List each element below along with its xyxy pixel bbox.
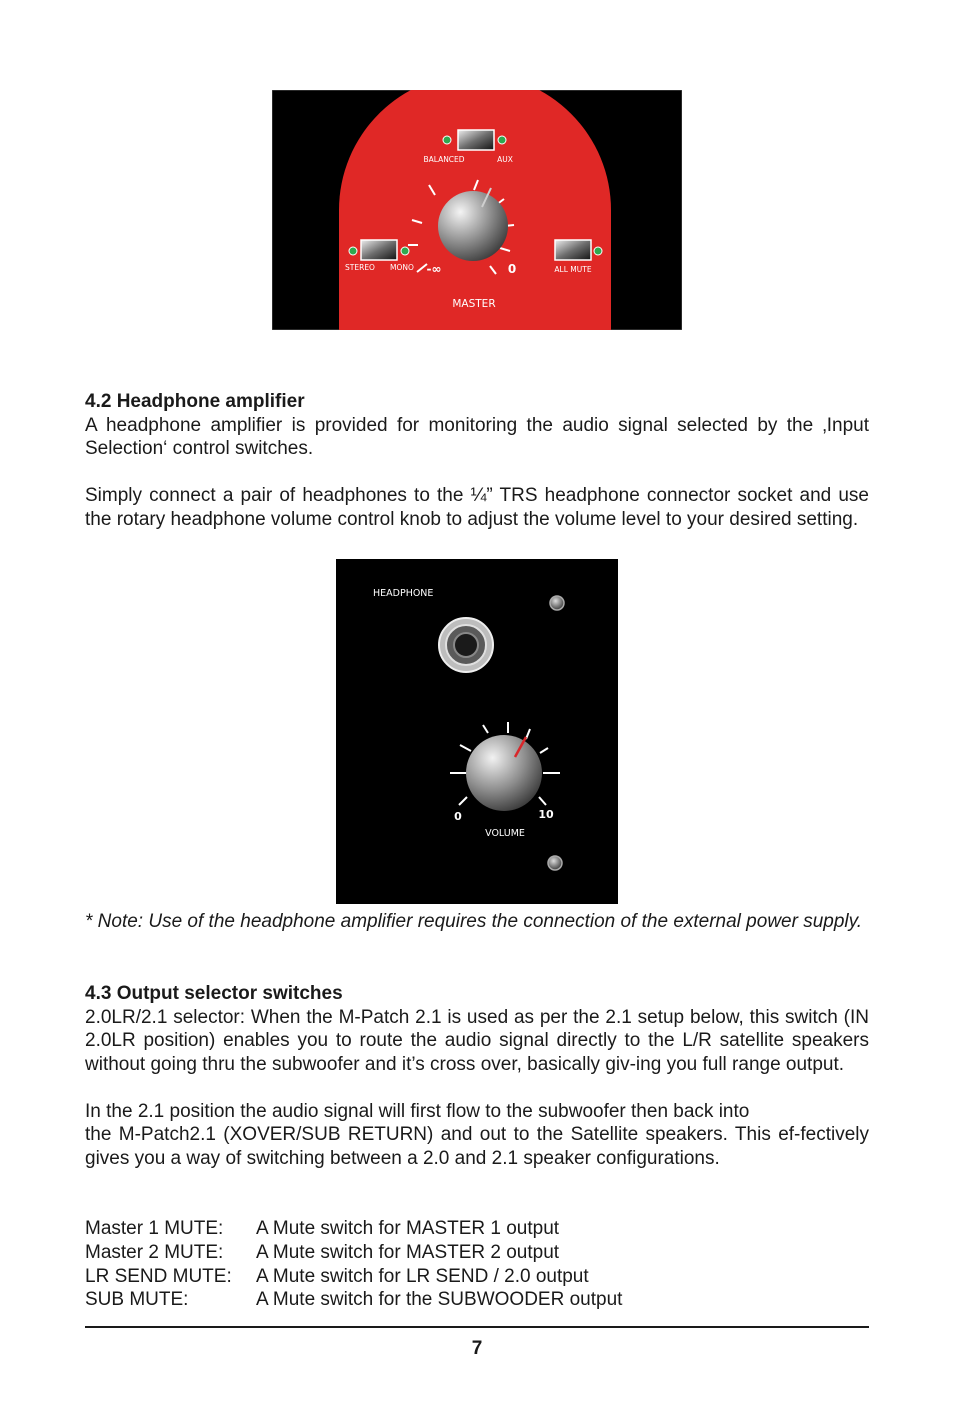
knob-min-label: -∞ xyxy=(426,262,442,276)
headphone-label: HEADPHONE xyxy=(373,588,434,599)
balanced-label: BALANCED xyxy=(423,155,465,164)
power-supply-note: * Note: Use of the headphone amplifier requires the connection of the external power supply. xyxy=(85,911,863,932)
section-4-2-paragraph-2: Simply connect a pair of headphones to the ¼” TRS headphone connector socket and use the rotary headphone volume control knob to adjust the volume level to your desired setting. xyxy=(85,485,869,530)
list-item xyxy=(85,1266,622,1290)
balanced-aux-switch[interactable] xyxy=(458,130,494,150)
section-4-3-heading: 4.3 Output selector switches xyxy=(85,983,343,1004)
section-4-3-paragraph-1: 2.0LR/2.1 selector: When the M-Patch 2.1 is used as per the 2.1 setup below, this switch (IN 2.0LR position) enables you to route the audio signal directly to the L/R satellite speakers without going thru the subwoofer and it’s cross over, basically giv-ing you full range output. xyxy=(85,1006,869,1075)
volume-min-label: 0 xyxy=(454,810,462,823)
headphone-panel-face xyxy=(336,559,618,904)
mute-name: SUB MUTE: xyxy=(85,1289,189,1311)
trs-jack-socket[interactable] xyxy=(439,618,493,672)
page-number: 7 xyxy=(471,1338,483,1359)
section-4-3-paragraph-2-line-1: In the 2.1 position the audio signal will first flow to the subwoofer then back into xyxy=(85,1100,750,1122)
list-item xyxy=(85,1289,622,1313)
stereo-mono-switch[interactable] xyxy=(361,240,397,260)
section-4-2-paragraph-1: A headphone amplifier is provided for monitoring the audio signal selected by the ‚Input Selection‘ control switches. xyxy=(85,414,869,459)
stereo-led xyxy=(349,247,357,255)
mono-led xyxy=(401,247,409,255)
list-item xyxy=(85,1218,622,1242)
headphone-bottom-indicator xyxy=(548,856,562,870)
section-4-3-paragraph-2-rest: the M-Patch2.1 (XOVER/SUB RETURN) and out to the Satellite speakers. This ef-fectively gives you a way of switching between a 2.0 and 2.1 speaker configurations. xyxy=(85,1124,869,1169)
section-4-3 xyxy=(85,982,869,1170)
balanced-led xyxy=(443,136,451,144)
mute-name: Master 2 MUTE: xyxy=(85,1241,224,1263)
mute-name: LR SEND MUTE: xyxy=(85,1265,232,1287)
mute-description: A Mute switch for the SUBWOODER output xyxy=(256,1289,623,1311)
mute-switch-list xyxy=(85,1218,622,1313)
aux-led xyxy=(498,136,506,144)
section-4-2-heading: 4.2 Headphone amplifier xyxy=(85,391,305,412)
mute-description: A Mute switch for LR SEND / 2.0 output xyxy=(256,1265,589,1287)
list-item xyxy=(85,1242,622,1266)
all-mute-led xyxy=(594,247,602,255)
headphone-volume-knob[interactable] xyxy=(466,735,542,811)
mute-name: Master 1 MUTE: xyxy=(85,1218,224,1239)
stereo-label: STEREO xyxy=(345,263,375,272)
all-mute-switch[interactable] xyxy=(555,240,591,260)
all-mute-label: ALL MUTE xyxy=(554,265,592,274)
headphone-panel-figure xyxy=(336,559,618,904)
master-panel-svg xyxy=(272,90,682,330)
section-4-2 xyxy=(85,390,869,531)
master-label: MASTER xyxy=(452,298,496,310)
headphone-panel-svg xyxy=(336,559,618,904)
master-volume-knob[interactable] xyxy=(438,191,508,261)
mono-label: MONO xyxy=(390,263,414,272)
headphone-top-indicator xyxy=(550,596,564,610)
master-panel-figure xyxy=(272,90,682,330)
volume-label: VOLUME xyxy=(485,828,525,839)
knob-zero-label: 0 xyxy=(507,262,517,276)
volume-max-label: 10 xyxy=(538,808,554,821)
aux-label: AUX xyxy=(497,155,513,164)
mute-description: A Mute switch for MASTER 2 output xyxy=(256,1241,560,1263)
mute-description: A Mute switch for MASTER 1 output xyxy=(256,1218,560,1239)
footer-rule xyxy=(85,1326,869,1328)
